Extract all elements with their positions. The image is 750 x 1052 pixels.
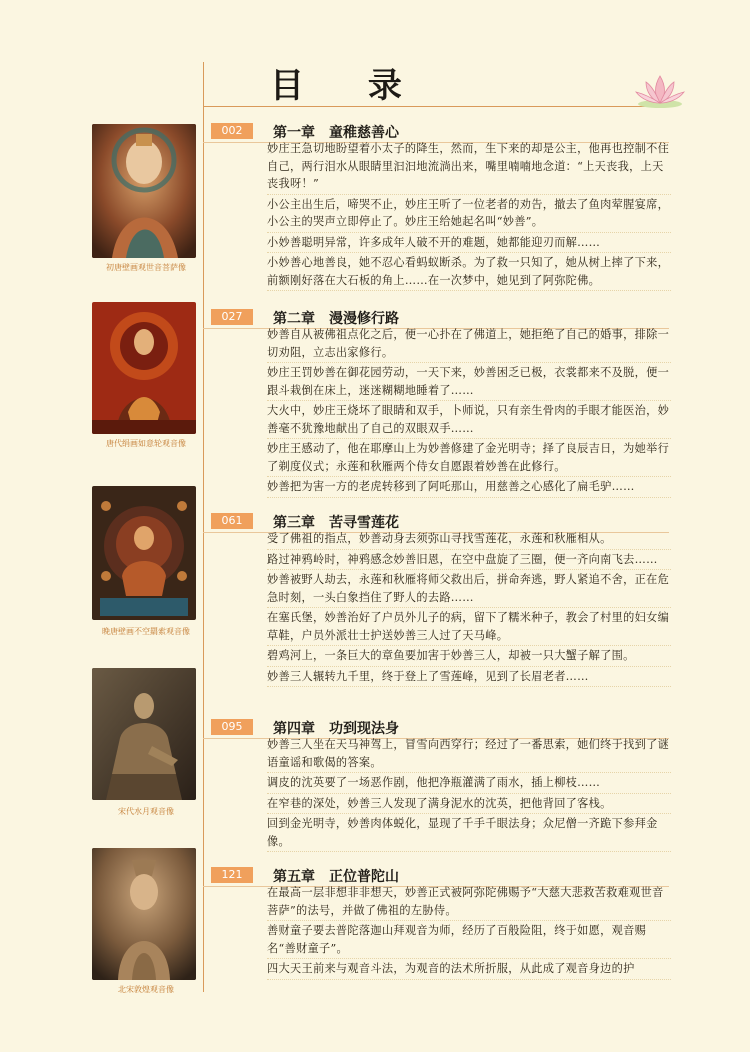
summary-paragraph: 在窄巷的深处，妙善三人发现了满身泥水的沈英，把他背回了客栈。 [267,795,671,815]
image-caption: 唐代绢画如意轮观音像 [106,439,186,448]
summary-paragraph: 妙庄王罚妙善在御花园劳动，一天下来，妙善困乏已极，衣裳都来不及脱，便一跟斗栽倒在床上，迷迷糊糊地睡着了…… [267,364,671,401]
title-block [270,58,428,107]
bodhisattva-mural-icon [92,124,196,258]
summary-paragraph: 妙善自从被佛祖点化之后，便一心扑在了佛道上，她拒绝了自己的婚事，排除一切劝阻，立志出家修行。 [267,326,671,363]
stone-guanyin-statue-icon [92,848,196,980]
summary-paragraph: 小妙善心地善良，她不忍心看蚂蚁断杀。为了救一只知了，她从树上摔了下来，前额刚好落在大石板的角上……在一次梦中，她见到了阿弥陀佛。 [267,254,671,291]
summary-paragraph: 妙善三人坐在天马神驾上，冒雪向西穿行；经过了一番思索，她们终于找到了谜语童谣和歌偈的答案。 [267,736,671,773]
summary-paragraph: 妙善被野人劫去，永莲和秋雁将师父救出后，拼命奔逃，野人紧追不舍，正在危急时刻，一头白象挡住了野人的去路…… [267,571,671,608]
summary-paragraph: 回到金光明寺，妙善肉体蜕化，显现了千手千眼法身；众尼僧一齐跪下参拜金像。 [267,815,671,852]
chapter-summary [267,140,671,292]
summary-paragraph: 大火中，妙庄王烧坏了眼睛和双手，卜师说，只有亲生骨肉的手眼才能医治，妙善毫不犹豫地献出了自己的双眼双手…… [267,402,671,439]
chapter-2 [203,306,670,493]
summary-paragraph: 妙善三人辗转九千里，终于登上了雪莲峰，见到了长眉老者…… [267,668,671,688]
chapter-page-number[interactable]: 095 [211,719,253,735]
chapter-title[interactable]: 第三章 苦寻雪莲花 [273,515,399,531]
chapter-title[interactable]: 第四章 功到现法身 [273,721,399,737]
chapter-summary [267,326,671,499]
chapter-5 [203,864,669,975]
chapter-title[interactable]: 第二章 漫漫修行路 [273,311,399,327]
summary-paragraph: 妙善把为害一方的老虎转移到了阿吒那山，用慈善之心感化了扁毛驴…… [267,478,671,498]
chapter-4 [203,716,670,848]
summary-paragraph: 四大天王前来与观音斗法，为观音的法术所折服，从此成了观音身边的护 [267,960,671,980]
bodhisattva-thangka-icon [92,486,196,620]
summary-paragraph: 碧鸡河上，一条巨大的章鱼要加害于妙善三人，却被一只大蟹子解了围。 [267,647,671,667]
lotus-icon [632,72,688,110]
bodhisattva-red-painting-icon [92,302,196,434]
chapter-page-number[interactable]: 027 [211,309,253,325]
summary-paragraph: 小公主出生后，啼哭不止，妙庄王听了一位老者的劝告，撤去了鱼肉荤腥宴席，小公主的哭声立即停止了。妙庄王给她起名叫“妙善”。 [267,196,671,233]
image-caption: 晚唐壁画不空羂索观音像 [102,627,190,636]
chapter-summary [267,736,671,853]
chapter-3 [203,510,670,683]
summary-paragraph: 善财童子要去普陀落迦山拜观音为师，经历了百般险阻，终于如愿，观音赐名“善财童子”。 [267,922,671,959]
image-caption: 初唐壁画观世音菩萨像 [106,263,186,272]
chapter-title[interactable]: 第五章 正位普陀山 [273,869,399,885]
chapter-page-number[interactable]: 061 [211,513,253,529]
summary-paragraph: 调皮的沈英要了一场恶作剧，他把净瓶灌满了雨水，插上柳枝…… [267,774,671,794]
image-caption: 宋代水月观音像 [118,807,174,816]
summary-paragraph: 路过神鸦岭时，神鸦感念妙善旧恩，在空中盘旋了三圈，便一齐向南飞去…… [267,551,671,571]
chapter-summary [267,530,671,688]
summary-paragraph: 在塞氏堡，妙善治好了户员外儿子的病，留下了糯米种子，教会了村里的妇女编草鞋，户员外派壮士护送妙善三人过了天马峰。 [267,609,671,646]
summary-paragraph: 在最高一层非想非非想天，妙善正式被阿弥陀佛赐予“大慈大悲救苦救难观世音菩萨”的法号，并做了佛祖的左胁侍。 [267,884,671,921]
chapter-page-number[interactable]: 002 [211,123,253,139]
summary-paragraph: 受了佛祖的指点，妙善动身去须弥山寻找雪莲花，永莲和秋雁相从。 [267,530,671,550]
seated-guanyin-statue-icon [92,668,196,800]
title-rule [203,106,669,107]
chapter-1 [203,120,670,287]
image-caption: 北宋敦煌观音像 [118,985,174,994]
summary-paragraph: 小妙善聪明异常，许多成年人破不开的难题，她都能迎刃而解…… [267,234,671,254]
chapter-title[interactable]: 第一章 童稚慈善心 [273,125,399,141]
summary-paragraph: 妙庄王感动了，他在耶摩山上为妙善修建了金光明寺；择了良辰吉日，为她举行了剃度仪式；永莲和秋雁两个侍女自愿跟着妙善在此修行。 [267,440,671,477]
chapter-page-number[interactable]: 121 [211,867,253,883]
summary-paragraph: 妙庄王急切地盼望着小太子的降生，然而，生下来的却是公主，他再也控制不住自己，两行泪水从眼睛里汩汩地流淌出来，嘴里喃喃地念道：“上天丧我，上天丧我呀！” [267,140,671,195]
page-title: 目 录 [270,66,428,106]
chapter-summary [267,884,671,981]
